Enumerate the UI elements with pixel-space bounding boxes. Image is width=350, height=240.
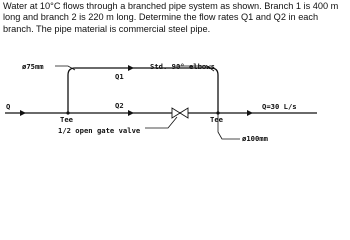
problem-statement: Water at 10°C flows through a branched pipe system as shown. Branch 1 is 400 m long and branch 2 is 220 m long. Determine the flow rates Q1 and Q2 in each branch. The pipe material is commercial steel pipe.	[3, 1, 339, 34]
elbows-label: Std. 90° elbows	[150, 62, 215, 71]
outlet-flow-label: Q=30 L/s	[262, 102, 297, 111]
gate-valve-symbol	[172, 108, 188, 118]
gate-valve-label: 1/2 open gate valve	[58, 126, 141, 135]
inlet-diameter-leader	[55, 66, 75, 70]
outlet-diameter-label: ø100mm	[242, 134, 268, 143]
tee-left-label: Tee	[60, 115, 73, 124]
inlet-flow-arrow	[20, 110, 26, 116]
branch-2-flow-label: Q2	[115, 101, 124, 110]
branch-1-pipe	[68, 68, 218, 113]
tee-right-label: Tee	[210, 115, 223, 124]
branch-1-flow-label: Q1	[115, 72, 124, 81]
inlet-diameter-label: ø75mm	[22, 62, 44, 71]
inlet-flow-label: Q	[6, 102, 11, 111]
branch-2-flow-arrow	[128, 110, 134, 116]
outlet-flow-arrow	[247, 110, 253, 116]
branch-1-flow-arrow	[128, 65, 134, 71]
gate-valve-leader	[145, 117, 177, 128]
